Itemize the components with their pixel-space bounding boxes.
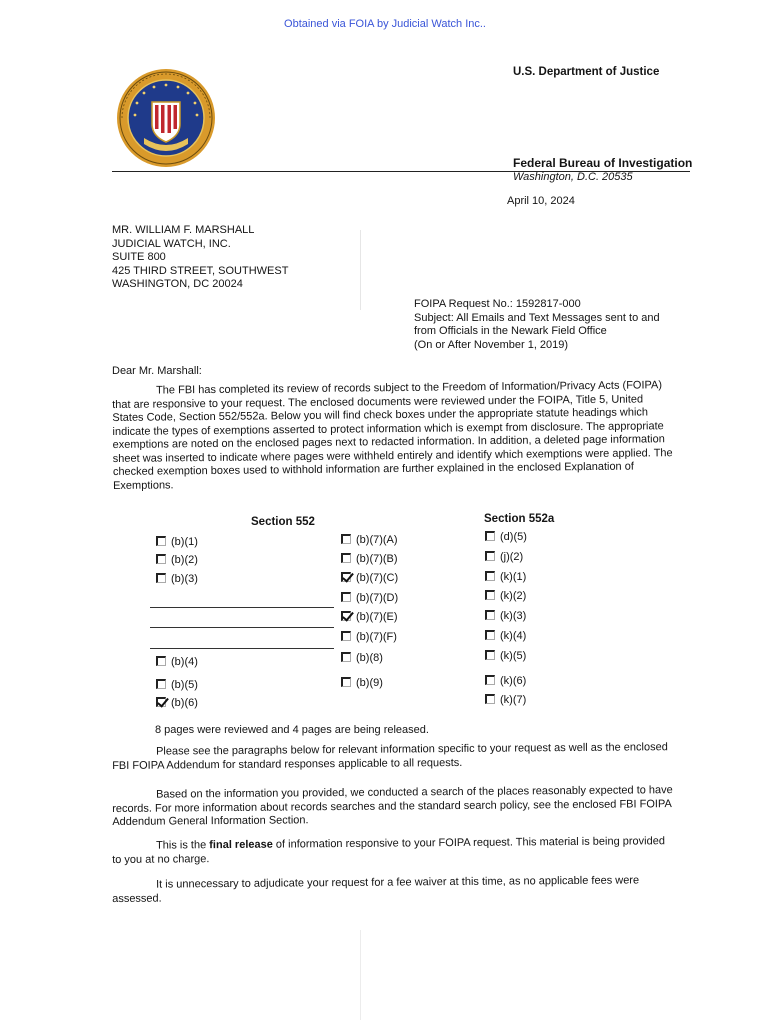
checkbox-icon — [485, 650, 495, 660]
blank-line — [150, 648, 334, 649]
checkbox-icon — [156, 573, 166, 583]
checkbox-icon — [156, 554, 166, 564]
request-line: from Officials in the Newark Field Office — [414, 325, 607, 337]
blank-line — [150, 607, 334, 608]
addendum-text: Please see the paragraphs below for relevant information specific to your request as well as the enclosed FBI FOIPA Addendum for standard responses applicable to all requests. — [112, 741, 668, 772]
exemption-checkbox[interactable] — [156, 678, 198, 692]
checkbox-icon — [341, 631, 351, 641]
checkbox-icon — [485, 675, 495, 685]
exemption-label: (b)(7)(F) — [356, 631, 397, 643]
exemption-label: (b)(2) — [171, 554, 198, 566]
bureau-name: Federal Bureau of Investigation — [513, 156, 693, 170]
exemption-checkbox[interactable] — [485, 530, 527, 544]
exemption-checkbox[interactable] — [156, 553, 198, 567]
exemption-label: (j)(2) — [500, 551, 524, 563]
exemption-checkbox[interactable] — [156, 655, 198, 669]
exemption-checkbox[interactable] — [341, 676, 383, 690]
exemption-checkbox[interactable] — [156, 572, 198, 586]
checkbox-icon — [485, 694, 495, 704]
checkbox-icon — [485, 610, 495, 620]
request-line: Subject: All Emails and Text Messages sent to and — [414, 311, 660, 324]
exemption-label: (b)(8) — [356, 652, 383, 664]
bureau-location: Washington, D.C. 20535 — [513, 171, 633, 183]
exemption-label: (b)(7)(A) — [356, 534, 398, 546]
exemption-label: (b)(7)(B) — [356, 553, 398, 565]
exemption-label: (k)(1) — [500, 571, 527, 583]
request-line: FOIPA Request No.: 1592817-000 — [414, 298, 581, 310]
final-release-text-end: of information responsive to your FOIPA request. This material is being provided to you at no charge. — [112, 835, 665, 866]
exemption-checkbox[interactable] — [485, 674, 526, 688]
fold-mark — [360, 230, 361, 310]
exemption-label: (b)(6) — [171, 697, 198, 709]
blank-line — [150, 627, 334, 628]
exemption-checkbox[interactable] — [485, 570, 526, 584]
exemption-label: (b)(3) — [171, 573, 198, 585]
request-block — [414, 298, 660, 352]
exemption-checkbox[interactable] — [341, 651, 383, 665]
exemption-checkbox[interactable] — [341, 533, 398, 547]
recipient-line: WASHINGTON, DC 20024 — [112, 278, 243, 290]
intro-paragraph — [112, 379, 675, 493]
checkbox-icon — [341, 652, 351, 662]
exemption-checkbox[interactable] — [485, 589, 526, 603]
recipient-line: 425 THIRD STREET, SOUTHWEST — [112, 264, 289, 277]
checkbox-icon — [485, 551, 495, 561]
exemption-checkbox[interactable] — [485, 629, 526, 643]
salutation: Dear Mr. Marshall: — [112, 365, 202, 377]
foia-banner: Obtained via FOIA by Judicial Watch Inc.. — [284, 18, 486, 30]
exemption-label: (b)(7)(E) — [356, 611, 398, 623]
exemption-label: (b)(4) — [171, 656, 198, 668]
letter-date: April 10, 2024 — [507, 195, 575, 207]
checkbox-icon — [485, 571, 495, 581]
exemption-label: (d)(5) — [500, 531, 527, 543]
exemption-checkbox[interactable] — [341, 610, 398, 624]
exemption-label: (k)(7) — [500, 694, 527, 706]
checkbox-icon — [485, 630, 495, 640]
section-552-heading: Section 552 — [251, 516, 315, 528]
exemption-label: (k)(4) — [500, 630, 527, 642]
request-line: (On or After November 1, 2019) — [414, 338, 569, 351]
search-text: Based on the information you provided, we conducted a search of the places reasonably expected to have records. For more information about records searches and the standard search policy, see the enclosed FBI FOIPA Addendum General Information Section. — [112, 784, 673, 828]
exemption-checkbox[interactable] — [485, 550, 523, 564]
recipient-line: SUITE 800 — [112, 251, 166, 263]
final-release-text: This is the — [155, 839, 210, 852]
addendum-paragraph — [112, 741, 674, 773]
exemption-checkbox[interactable] — [485, 693, 526, 707]
checkbox-icon — [485, 531, 495, 541]
checkbox-icon — [341, 534, 351, 544]
recipient-address — [112, 224, 288, 292]
exemption-label: (b)(7)(D) — [356, 592, 399, 604]
exemption-label: (b)(9) — [356, 677, 383, 689]
checkbox-checked-icon — [341, 572, 351, 582]
checkbox-checked-icon — [341, 611, 351, 621]
exemption-label: (k)(2) — [500, 590, 527, 602]
fold-mark — [360, 930, 361, 1020]
exemption-checkbox[interactable] — [341, 552, 398, 566]
pages-summary: 8 pages were reviewed and 4 pages are being released. — [155, 724, 429, 736]
checkbox-checked-icon — [156, 697, 166, 707]
recipient-line: MR. WILLIAM F. MARSHALL — [112, 224, 255, 236]
checkbox-icon — [156, 536, 166, 546]
checkbox-icon — [156, 656, 166, 666]
exemption-label: (k)(6) — [500, 675, 527, 687]
checkbox-icon — [341, 677, 351, 687]
recipient-line: JUDICIAL WATCH, INC. — [112, 237, 231, 250]
intro-text: The FBI has completed its review of records subject to the Freedom of Information/Privacy Acts (FOIPA) that are responsive to your request. The enclosed documents were reviewed under the FOIPA, Title 5, United States Code, Section 552/552a. Below you will find check boxes under the appropriate statute headings which indicate the types of exemptions asserted to protect information which is exempt from disclosure. The appropriate exemptions are noted on the enclosed pages next to redacted information. In addition, a deleted page information sheet was inserted to indicate where pages were withheld entirely and identify which exemptions were applied. The checked exemption boxes used to withhold information are further explained in the enclosed Explanation of Exemptions. — [112, 379, 673, 492]
exemption-label: (k)(5) — [500, 650, 527, 662]
final-release-bold: final release — [209, 838, 273, 852]
exemption-checkbox[interactable] — [341, 630, 397, 644]
exemption-label: (b)(7)(C) — [356, 572, 399, 584]
checkbox-icon — [341, 553, 351, 563]
final-release-paragraph — [112, 835, 674, 867]
checkbox-icon — [156, 679, 166, 689]
search-paragraph — [112, 784, 674, 829]
exemption-checkbox[interactable] — [341, 591, 398, 605]
fee-paragraph — [112, 874, 674, 906]
exemption-label: (b)(5) — [171, 679, 198, 691]
exemption-checkbox[interactable] — [156, 535, 198, 549]
fee-text: It is unnecessary to adjudicate your request for a fee waiver at this time, as no applicable fees were assessed. — [112, 874, 640, 905]
department-name: U.S. Department of Justice — [513, 66, 660, 78]
section-552a-heading: Section 552a — [484, 513, 555, 525]
fbi-seal-icon — [116, 68, 216, 168]
exemption-label: (b)(1) — [171, 536, 198, 548]
checkbox-icon — [485, 590, 495, 600]
exemption-label: (k)(3) — [500, 610, 527, 622]
exemption-checkbox[interactable] — [485, 609, 526, 623]
exemption-checkbox[interactable] — [485, 649, 526, 663]
exemption-checkbox[interactable] — [156, 696, 198, 710]
checkbox-icon — [341, 592, 351, 602]
exemption-checkbox[interactable] — [341, 571, 398, 585]
